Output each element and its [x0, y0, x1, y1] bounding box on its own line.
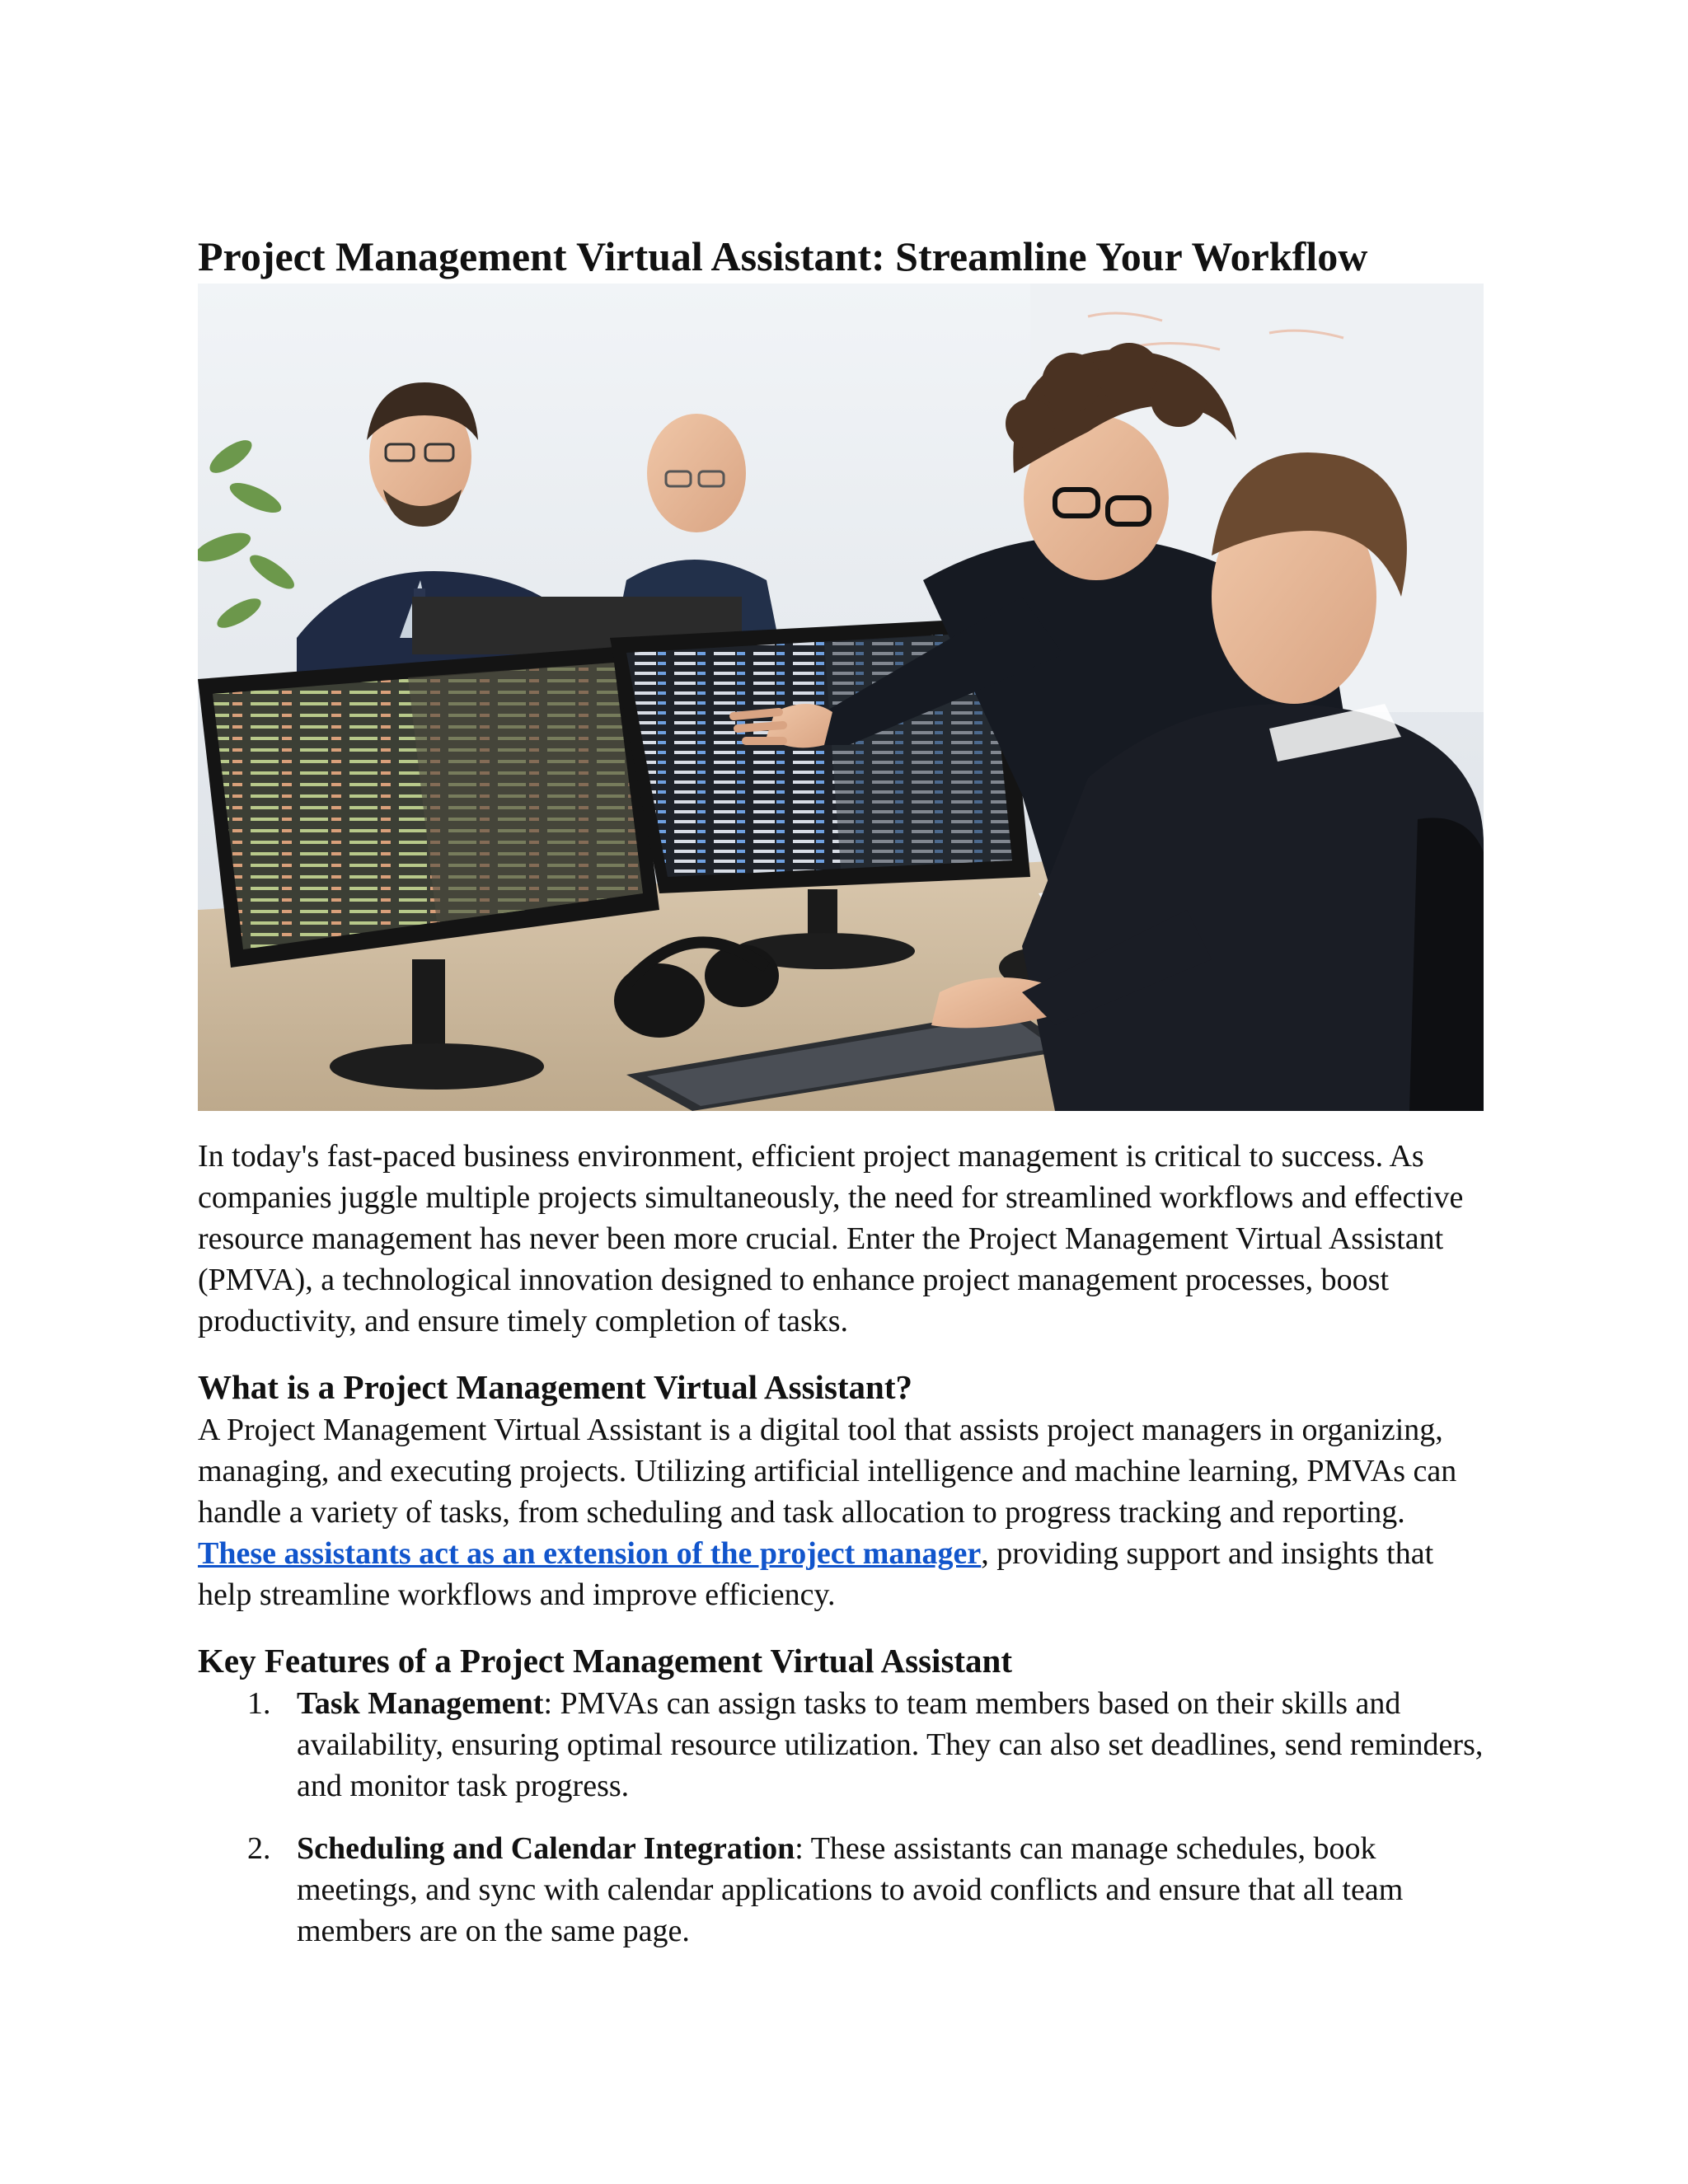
list-item-description: : PMVAs can assign tasks to team members based on their skills and availability, ensuring optimal resource utilization. They can also set deadlines, send reminders, and monitor task progress. — [297, 1686, 1484, 1803]
section-heading-key-features: Key Features of a Project Management Virtual Assistant — [198, 1642, 1013, 1680]
article — [198, 229, 1484, 1952]
what-is-text: A Project Management Virtual Assistant is a digital tool that assists project managers in organizing, managing, and executing projects. Utilizing artificial intelligence and machine learning, PMVAs can handle a variety of tasks, from scheduling and task allocation to progress tracking and reporting. — [198, 1413, 1457, 1530]
page-title: Project Management Virtual Assistant: Streamline Your Workflow — [198, 233, 1368, 279]
hero-image — [198, 284, 1484, 1111]
list-item-number: 1. — [247, 1686, 271, 1721]
intro-paragraph: In today's fast-paced business environment, efficient project management is critical to success. As companies juggle multiple projects simultaneously, the need for streamlined workflows and effective resource management has never been more crucial. Enter the Project Management Virtual Assistant (PMVA), a technological innovation designed to enhance project management processes, boost productivity, and ensure timely completion of tasks. — [198, 1139, 1464, 1338]
list-item-term: Scheduling and Calendar Integration — [297, 1831, 795, 1866]
section-heading-what-is: What is a Project Management Virtual Assistant? — [198, 1368, 913, 1406]
list-item-description: : These assistants can manage schedules, book meetings, and sync with calendar applications to avoid conflicts and ensure that all team members are on the same page. — [297, 1831, 1404, 1948]
extension-of-project-manager-link[interactable]: These assistants act as an extension of the project manager — [198, 1536, 982, 1571]
list-item-term: Task Management — [297, 1686, 544, 1721]
list-item — [198, 1828, 1484, 1952]
list-item-number: 2. — [247, 1831, 271, 1866]
list-item — [198, 1683, 1484, 1807]
what-is-text-continued: , providing support and insights that help streamline workflows and improve efficiency. — [198, 1536, 1434, 1612]
key-features-list — [198, 1683, 1484, 1952]
office-photo-illustration — [198, 284, 1484, 1111]
what-is-paragraph — [198, 1409, 1484, 1615]
